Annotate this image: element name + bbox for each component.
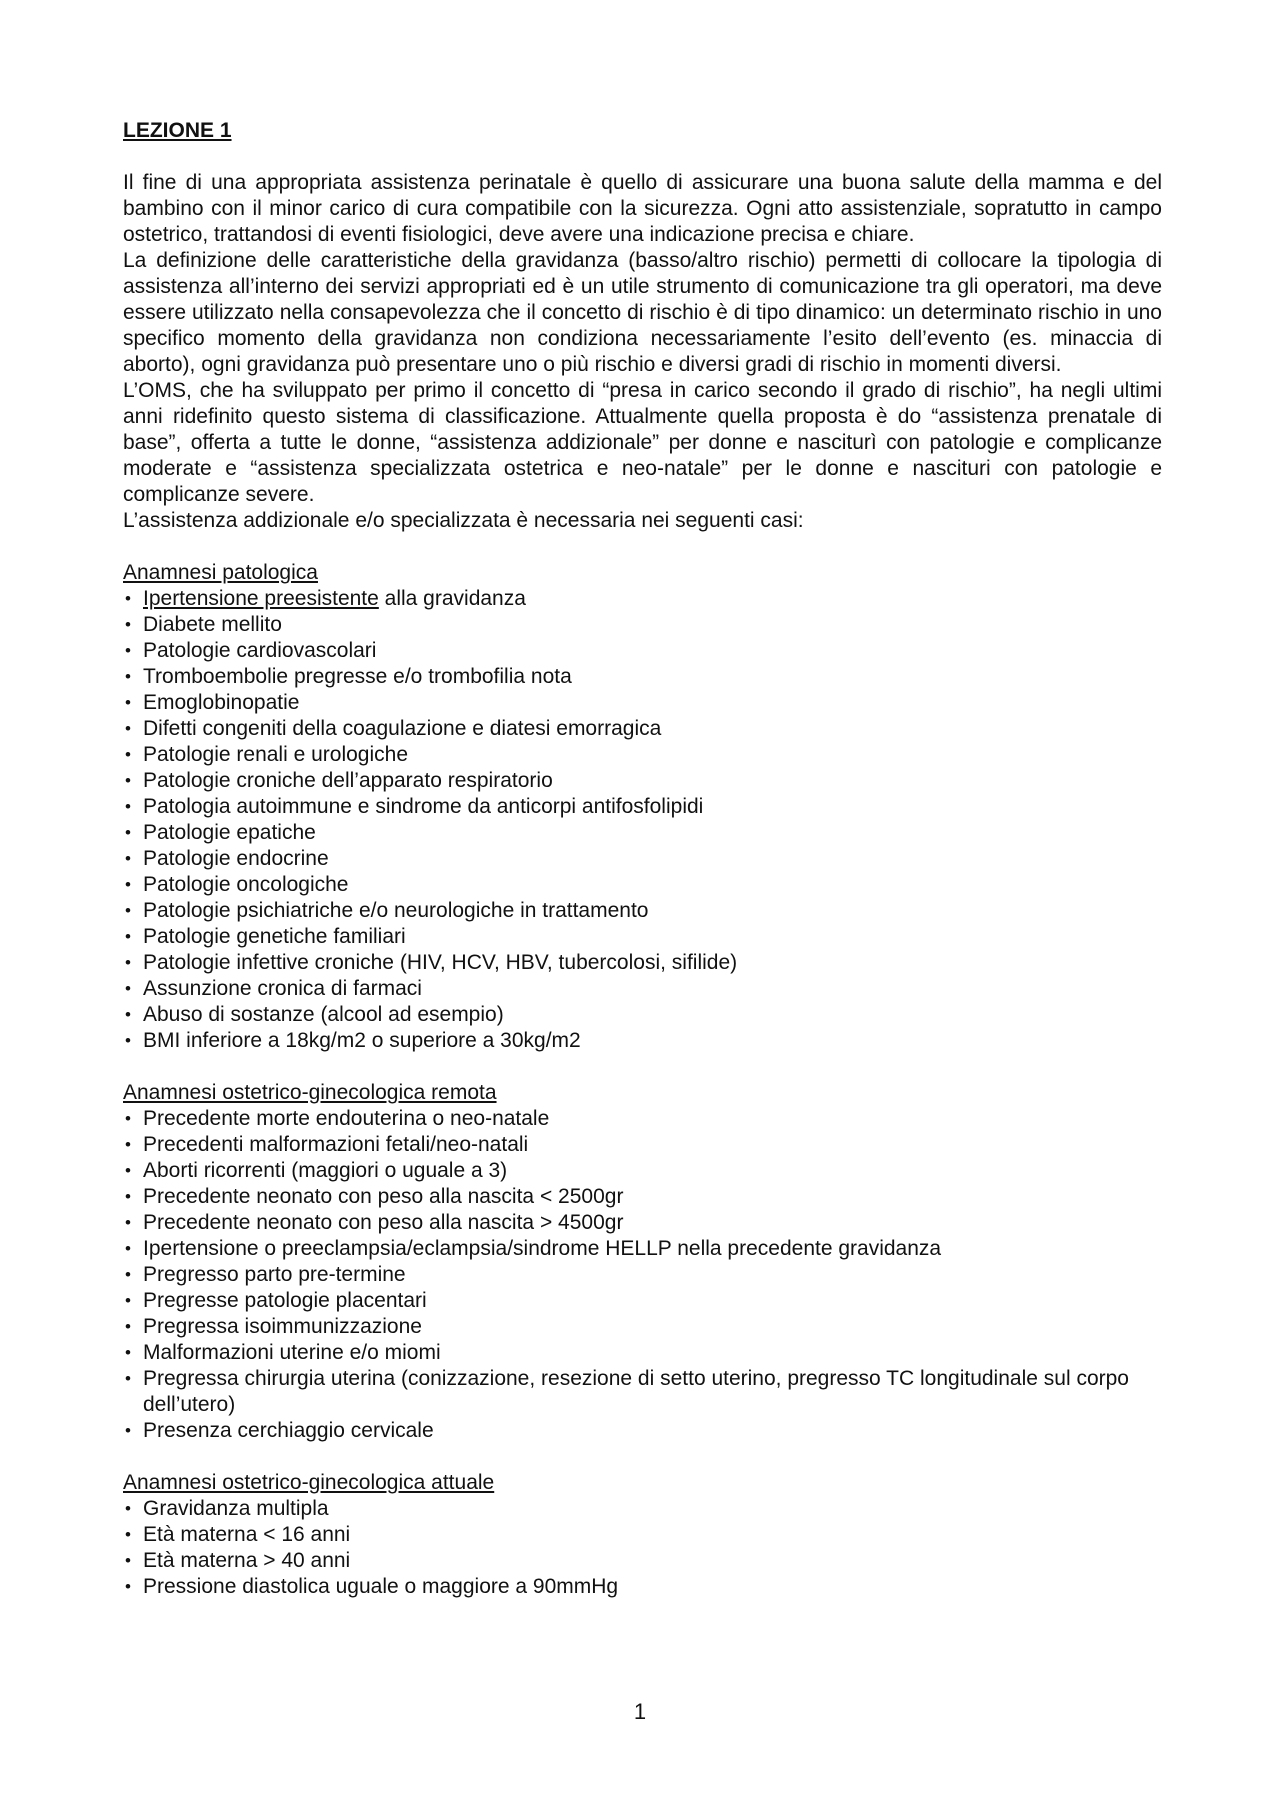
section-anamnesi-remota [123, 1080, 1162, 1444]
list-item: • Patologie genetiche familiari [123, 924, 1162, 950]
section-heading: Anamnesi ostetrico-ginecologica attuale [123, 1471, 495, 1494]
intro-block [123, 170, 1162, 534]
list-item: • Diabete mellito [123, 612, 1162, 638]
list-item: • Assunzione cronica di farmaci [123, 976, 1162, 1002]
list-item: • Patologie epatiche [123, 820, 1162, 846]
list-item: • Patologia autoimmune e sindrome da anticorpi antifosfolipidi [123, 794, 1162, 820]
list-item: • Aborti ricorrenti (maggiori o uguale a 3) [123, 1158, 1162, 1184]
list-item: • Pressione diastolica uguale o maggiore a 90mmHg [123, 1574, 1162, 1600]
list-item: • Tromboembolie pregresse e/o trombofilia nota [123, 664, 1162, 690]
list-item-text: alla gravidanza [378, 587, 526, 610]
list-item: • Patologie infettive croniche (HIV, HCV, HBV, tubercolosi, sifilide) [123, 950, 1162, 976]
list-item [123, 586, 1162, 612]
list-item: • Gravidanza multipla [123, 1496, 1162, 1522]
intro-paragraph: Il fine di una appropriata assistenza perinatale è quello di assicurare una buona salute della mamma e del bambino con il minor carico di cura compatibile con la sicurezza. Ogni atto assistenziale, sopratutto in campo ostetrico, trattandosi di eventi fisiologici, deve avere una indicazione precisa e chiare. [123, 171, 1162, 246]
list-item: • Precedente neonato con peso alla nascita > 4500gr [123, 1210, 1162, 1236]
section-anamnesi-attuale [123, 1470, 1162, 1600]
list-item: • Patologie endocrine [123, 846, 1162, 872]
intro-paragraph: La definizione delle caratteristiche della gravidanza (basso/altro rischio) permetti di collocare la tipologia di assistenza all’interno dei servizi appropriati ed è un utile strumento di comunicazione tra gli operatori, ma deve essere utilizzato nella consapevolezza che il concetto di rischio è di tipo dinamico: un determinato rischio in uno specifico momento della gravidanza non condiziona necessariamente l’esito dell’evento (es. minaccia di aborto), ogni gravidanza può presentare uno o più rischio e diversi gradi di rischio in momenti diversi. [123, 249, 1162, 376]
list-item: • Patologie psichiatriche e/o neurologiche in trattamento [123, 898, 1162, 924]
list-item: • Pregresso parto pre-termine [123, 1262, 1162, 1288]
list-item: • Precedente morte endouterina o neo-natale [123, 1106, 1162, 1132]
list-item: • Età materna < 16 anni [123, 1522, 1162, 1548]
list-item: • Patologie oncologiche [123, 872, 1162, 898]
section-heading: Anamnesi patologica [123, 561, 318, 584]
list-item: • Pregressa chirurgia uterina (conizzazione, resezione di setto uterino, pregresso TC longitudinale sul corpo dell’utero) [123, 1366, 1162, 1418]
list-item: • Precedente neonato con peso alla nascita < 2500gr [123, 1184, 1162, 1210]
list-item: • Ipertensione o preeclampsia/eclampsia/sindrome HELLP nella precedente gravidanza [123, 1236, 1162, 1262]
list-item: • Pregressa isoimmunizzazione [123, 1314, 1162, 1340]
list-item: • Patologie croniche dell’apparato respiratorio [123, 768, 1162, 794]
list-item: • Emoglobinopatie [123, 690, 1162, 716]
bullet-list [123, 1496, 1162, 1600]
list-item: • Pregresse patologie placentari [123, 1288, 1162, 1314]
list-item: • Malformazioni uterine e/o miomi [123, 1340, 1162, 1366]
bullet-list [123, 1106, 1162, 1444]
list-item: • Abuso di sostanze (alcool ad esempio) [123, 1002, 1162, 1028]
page-number: 1 [633, 1699, 647, 1724]
list-item: • BMI inferiore a 18kg/m2 o superiore a 30kg/m2 [123, 1028, 1162, 1054]
intro-paragraph: L’OMS, che ha sviluppato per primo il concetto di “presa in carico secondo il grado di rischio”, ha negli ultimi anni ridefinito questo sistema di classificazione. Attualmente quella proposta è do “assistenza prenatale di base”, offerta a tutte le donne, “assistenza addizionale” per donne e nasciturì con patologie e complicanze moderate e “assistenza specializzata ostetrica e neo-natale” per le donne e nascituri con patologie e complicanze severe. [123, 379, 1162, 506]
list-item: • Presenza cerchiaggio cervicale [123, 1418, 1162, 1444]
list-item: • Difetti congeniti della coagulazione e diatesi emorragica [123, 716, 1162, 742]
bullet-list [123, 586, 1162, 1054]
section-anamnesi-patologica [123, 560, 1162, 1054]
page-title: LEZIONE 1 [123, 119, 232, 142]
underlined-term: Ipertensione preesistente [143, 587, 379, 610]
list-item: • Patologie cardiovascolari [123, 638, 1162, 664]
section-heading: Anamnesi ostetrico-ginecologica remota [123, 1081, 497, 1104]
list-item: • Età materna > 40 anni [123, 1548, 1162, 1574]
intro-paragraph: L’assistenza addizionale e/o specializzata è necessaria nei seguenti casi: [123, 509, 804, 532]
list-item: • Patologie renali e urologiche [123, 742, 1162, 768]
list-item: • Precedenti malformazioni fetali/neo-natali [123, 1132, 1162, 1158]
